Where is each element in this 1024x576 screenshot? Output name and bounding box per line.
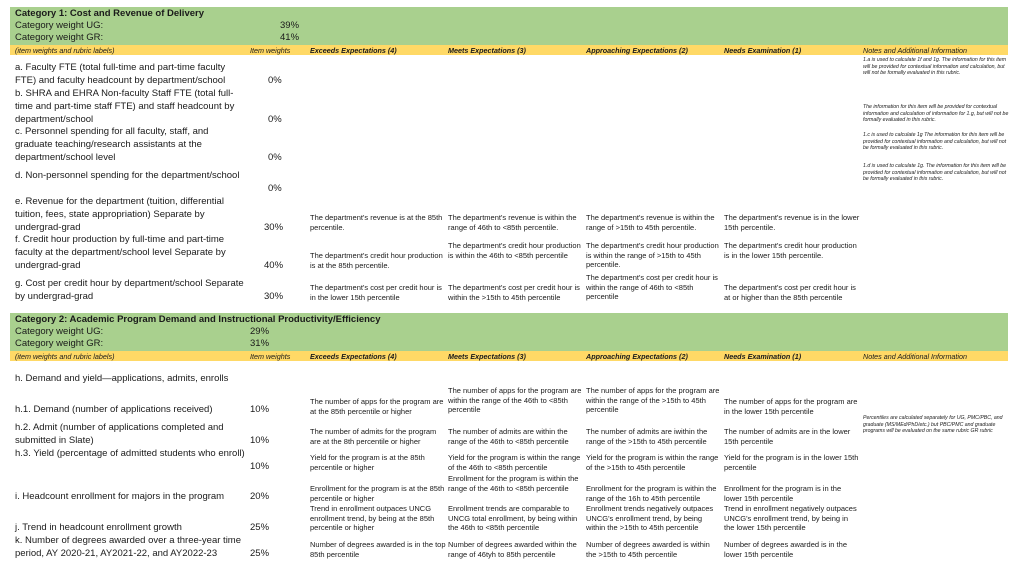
criterion-j: j. Trend in headcount enrollment growth [15,522,182,533]
cell-i-exceeds: Enrollment for the program is at the 85th percentile or higher [310,484,445,503]
cell-h2-meets: The number of admits are within the range of the 46th to <85th percentile [448,427,569,446]
category1-ug-label: Category weight UG: [15,20,104,31]
criterion-1b: b. SHRA and EHRA Non-faculty Staff FTE (total full-time and part-time staff FTE) and staff headcount by department/school [15,88,235,125]
cell-1g-approaching: The department's cost per credit hour is within the range of 46th to <85th percentile [586,273,718,302]
cell-j-exceeds: Trend in enrollment outpaces UNCG enrollment trend, by being at the 85th percentile or higher [310,504,435,533]
weight-i: 20% [250,491,270,502]
level-header-needs-examination-2: Needs Examination (1) [724,352,802,361]
weight-1g: 30% [264,291,284,302]
category2-ug-value: 29% [250,326,270,337]
criterion-1a: a. Faculty FTE (total full-time and part-time faculty FTE) and faculty headcount by department/school [15,62,226,86]
weight-1d: 0% [268,183,282,194]
category1-ug-value: 39% [280,20,300,31]
cell-k-needs-examination: Number of degrees awarded is in the lower 15th percentile [724,540,847,559]
level-header-meets-2: Meets Expectations (3) [448,352,526,361]
category1-gr-label: Category weight GR: [15,32,104,43]
category2-ug-label: Category weight UG: [15,326,104,337]
cell-k-exceeds: Number of degrees awarded is in the top 85th percentile [310,540,446,559]
cell-h2-approaching: The number of admits are iwithin the range of the >15th to 45th percentile [586,427,708,446]
cell-h1-needs-examination: The number of apps for the program are in the lower 15th percentile [724,397,858,416]
weight-1f: 40% [264,260,284,271]
category1-gr-value: 41% [280,32,300,43]
cell-h3-meets: Yield for the program is within the range of the 46th to <85th percentile [448,453,581,472]
category1-note-c: 1.c is used to calculate 1g The information for this item will be provided for contextual information and calculation, but will not be formally evaluated in this rubric. [863,132,1007,152]
cell-1f-needs-examination: The department's credit hour production is in the lower 15th percentile. [724,241,857,260]
cell-h1-meets: The number of apps for the program are within the range of the 46th to <85th percentile [448,386,582,415]
criterion-h1: h.1. Demand (number of applications received) [15,404,213,415]
cell-1f-exceeds: The department's credit hour production is at the 85th percentile. [310,251,443,270]
level-header-exceeds: Exceeds Expectations (4) [310,46,397,55]
criterion-1c: c. Personnel spending for all faculty, staff, and graduate teaching/research assistants at the department/school level [15,126,209,163]
category2-subheading: h. Demand and yield—applications, admits, enrolls [15,373,229,384]
level-header-approaching: Approaching Expectations (2) [586,46,688,55]
weight-k: 25% [250,548,270,559]
cell-i-needs-examination: Enrollment for the program is in the lower 15th percentile [724,484,842,503]
level-header-meets: Meets Expectations (3) [448,46,526,55]
cell-j-approaching: Enrollment trends negatively outpaces UNCG's enrollment trend, by being within the >15th to 45th percentile [586,504,714,533]
weight-h1: 10% [250,404,270,415]
criterion-1d: d. Non-personnel spending for the department/school [15,170,240,181]
category2-note: Percentiles are calculated separately for UG, PMC/PBC, and graduate (MS/MEd/PhD/etc.) but PBC/PMC and graduate programs will be evaluated on the same rubric GR rubric [863,415,1003,435]
weight-1e: 30% [264,222,284,233]
cell-k-meets: Number of degrees awarded within the range of 46tyh to 85th percentile [448,540,577,559]
category1-note-a: 1.a is used to calculate 1f and 1g. The information for this item will be provided for contextual information and calculation, but will not be formally evaluated in this rubric. [863,57,1007,77]
cell-h3-exceeds: Yield for the program is at the 85th percentile or higher [310,453,425,472]
cell-h3-needs-examination: Yield for the program is in the lower 15th percentile [724,453,859,472]
weight-h3: 10% [250,461,270,472]
cell-h2-needs-examination: The number of admits are in the lower 15th percentile [724,427,851,446]
weight-1b: 0% [268,114,282,125]
item-column-header: (item weights and rubric labels) [15,46,115,55]
category2-gr-value: 31% [250,338,270,349]
criterion-i: i. Headcount enrollment for majors in the program [15,491,225,502]
cell-1e-exceeds: The department's revenue is at the 85th percentile. [310,213,443,232]
cell-h2-exceeds: The number of admits for the program are at the 8th percentile or higher [310,427,437,446]
criterion-k: k. Number of degrees awarded over a three-year time period, AY 2020-21, AY2021-22, and AY2022-23 [15,535,241,559]
level-header-approaching-2: Approaching Expectations (2) [586,352,688,361]
criterion-1g: g. Cost per credit hour by department/school Separate by undergrad-grad [15,278,244,302]
weight-1c: 0% [268,152,282,163]
level-header-exceeds-2: Exceeds Expectations (4) [310,352,397,361]
category2-gr-label: Category weight GR: [15,338,104,349]
cell-h1-exceeds: The number of apps for the program are at the 85th percentile or higher [310,397,444,416]
cell-k-approaching: Number of degrees awarded is within the >15th to 45th percentile [586,540,710,559]
cell-i-approaching: Enrollment for the program is within the range of the 16h to 45th percentile [586,484,717,503]
cell-h1-approaching: The number of apps for the program are within the range of the >15th to 45th percentile [586,386,720,415]
category2-title: Category 2: Academic Program Demand and Instructional Productivity/Efficiency [15,314,381,325]
cell-1g-needs-examination: The department's cost per credit hour is at or higher than the 85th percentile [724,283,856,302]
cell-1f-approaching: The department's credit hour production is within the range of >15th to 45th percentile. [586,241,719,270]
criterion-h2: h.2. Admit (number of applications completed and submitted in Slate) [15,422,224,446]
weight-j: 25% [250,522,270,533]
item-column-header-2: (item weights and rubric labels) [15,352,115,361]
category1-note-b: The information for this item will be provided for contextual information and calculation of information for 1.g, but will not be formally evaluated in this rubric. [863,104,1009,124]
notes-column-header: Notes and Additional Information [863,46,968,55]
cell-j-needs-examination: Trend in enrollment negatively outpaces UNCG's enrollment trend, by being in the lower 15th percentile [724,504,857,533]
cell-1g-exceeds: The department's cost per credit hour is in the lower 15th percentile [310,283,442,302]
cell-1f-meets: The department's credit hour production is within the 46th to <85th percentile [448,241,581,260]
category1-note-d: 1.d is used to calculate 1g. The information for this item will be provided for contextual information and calculation, but will not be formally evaluated in this rubric. [863,163,1007,183]
criterion-1e: e. Revenue for the department (tuition, differential tuition, fees, state appropriation) Separate by undergrad-grad [15,196,224,233]
category1-title: Category 1: Cost and Revenue of Delivery [15,8,204,19]
weight-column-header-2: Item weights [250,352,291,361]
cell-1e-needs-examination: The department's revenue is in the lower 15th percentile. [724,213,860,232]
cell-i-meets: Enrollment for the program is within the range of the 46th to <85th percentile [448,474,579,493]
cell-1e-meets: The department's revenue is within the range of 46th to <85th percentile. [448,213,577,232]
weight-1a: 0% [268,75,282,86]
cell-1e-approaching: The department's revenue is within the range of >15th to 45th percentile. [586,213,715,232]
cell-j-meets: Enrollment trends are comparable to UNCG total enrollment, by being within the 46th to <85th percentile [448,504,578,533]
level-header-needs-examination: Needs Examination (1) [724,46,802,55]
cell-h3-approaching: Yield for the program is within the range of the >15th to 45th percentile [586,453,719,472]
weight-column-header: Item weights [250,46,291,55]
criterion-h3: h.3. Yield (percentage of admitted students who enroll) [15,448,245,459]
weight-h2: 10% [250,435,270,446]
criterion-1f: f. Credit hour production by full-time and part-time faculty at the department/school level Separate by undergrad-grad [15,234,226,271]
cell-1g-meets: The department's cost per credit hour is within the >15th to 45th percentile [448,283,580,302]
notes-column-header-2: Notes and Additional Information [863,352,968,361]
